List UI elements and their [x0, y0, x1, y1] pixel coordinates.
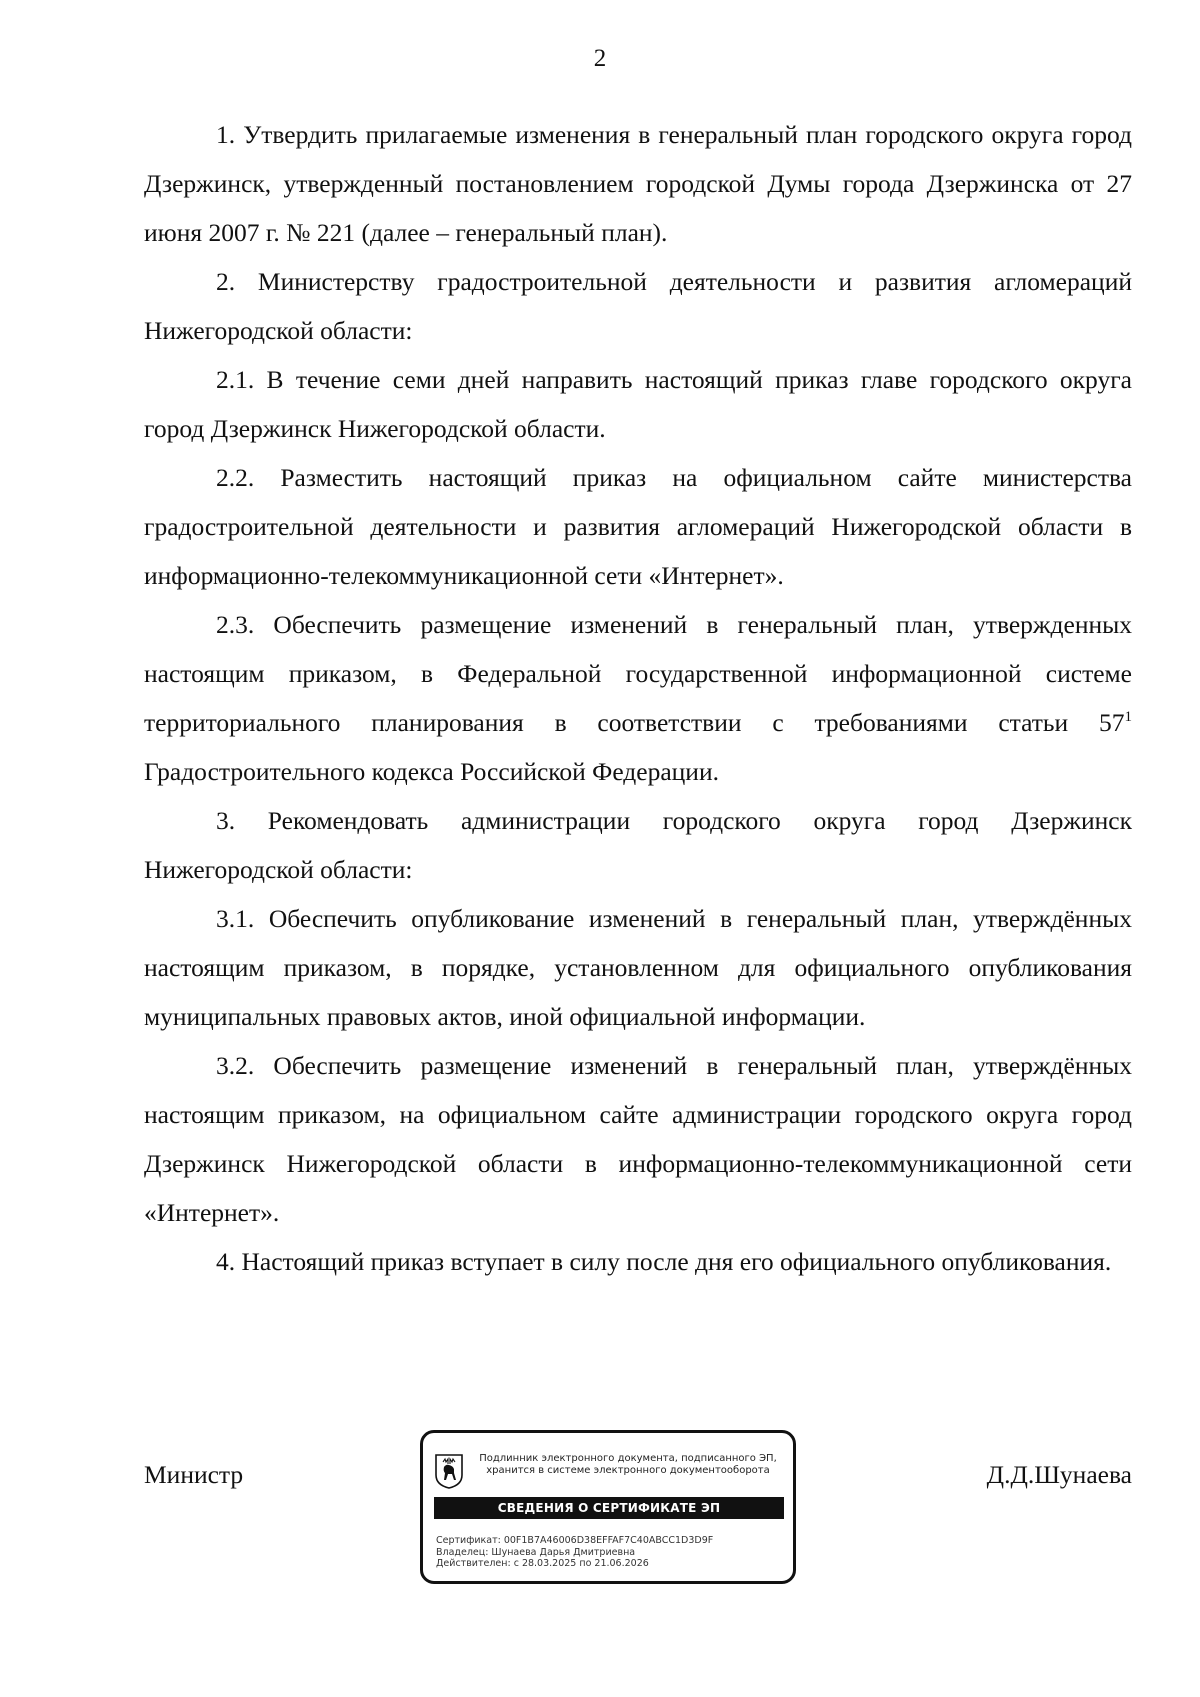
stamp-title-bar: СВЕДЕНИЯ О СЕРТИФИКАТЕ ЭП	[434, 1497, 784, 1519]
stamp-details	[436, 1535, 786, 1570]
electronic-signature-stamp	[420, 1430, 796, 1584]
paragraph-2-3-superscript: 1	[1124, 709, 1132, 725]
paragraph-2: 2. Министерству градостроительной деятельности и развития агломераций Нижегородской области:	[144, 267, 1132, 345]
signatory-role: Министр	[144, 1460, 244, 1489]
nizhny-novgorod-deer-emblem-icon	[434, 1453, 464, 1489]
document-body	[144, 110, 1132, 1286]
paragraph-3-2: 3.2. Обеспечить размещение изменений в генеральный план, утверждённых настоящим приказом, на официальном сайте администрации городского округа город Дзержинск Нижегородской области в информационно-телекоммуникационной сети «Интернет».	[144, 1051, 1132, 1227]
paragraph-3: 3. Рекомендовать администрации городского округа город Дзержинск Нижегородской области:	[144, 806, 1132, 884]
stamp-header	[469, 1453, 787, 1477]
paragraph-2-3-text: 2.3. Обеспечить размещение изменений в генеральный план, утвержденных настоящим приказом, в Федеральной государственной информационной системе территориального планирования в соответствии с требованиями статьи 57	[144, 610, 1132, 737]
paragraph-4: 4. Настоящий приказ вступает в силу после дня его официального опубликования.	[216, 1247, 1112, 1276]
stamp-header-line-1: Подлинник электронного документа, подписанного ЭП,	[479, 1453, 777, 1464]
stamp-owner: Владелец: Шунаева Дарья Дмитриевна	[436, 1546, 636, 1558]
paragraph-2-2: 2.2. Разместить настоящий приказ на официальном сайте министерства градостроительной деятельности и развития агломераций Нижегородской области в информационно-телекоммуникационной сети «Интернет».	[144, 463, 1132, 590]
stamp-header-line-2: хранится в системе электронного документооборота	[486, 1465, 770, 1476]
signatory-name: Д.Д.Шунаева	[986, 1460, 1132, 1489]
page-number: 2	[593, 45, 607, 72]
stamp-certificate: Сертификат: 00F1B7A46006D38EFFAF7C40ABCC1D3D9F	[436, 1535, 714, 1546]
paragraph-1: 1. Утвердить прилагаемые изменения в генеральный план городского округа город Дзержинск, утвержденный постановлением городской Думы города Дзержинска от 27 июня 2007 г. № 221 (далее – генеральный план).	[144, 120, 1132, 247]
stamp-validity: Действителен: с 28.03.2025 по 21.06.2026	[436, 1558, 649, 1569]
signature-block	[144, 1430, 1132, 1590]
paragraph-2-1: 2.1. В течение семи дней направить настоящий приказ главе городского округа город Дзержинск Нижегородской области.	[144, 365, 1132, 443]
paragraph-3-1: 3.1. Обеспечить опубликование изменений в генеральный план, утверждённых настоящим приказом, в порядке, установленном для официального опубликования муниципальных правовых актов, иной официальной информации.	[144, 904, 1132, 1031]
paragraph-2-3-text-end: Градостроительного кодекса Российской Федерации.	[144, 757, 719, 786]
paragraph-2-3	[144, 600, 1132, 796]
